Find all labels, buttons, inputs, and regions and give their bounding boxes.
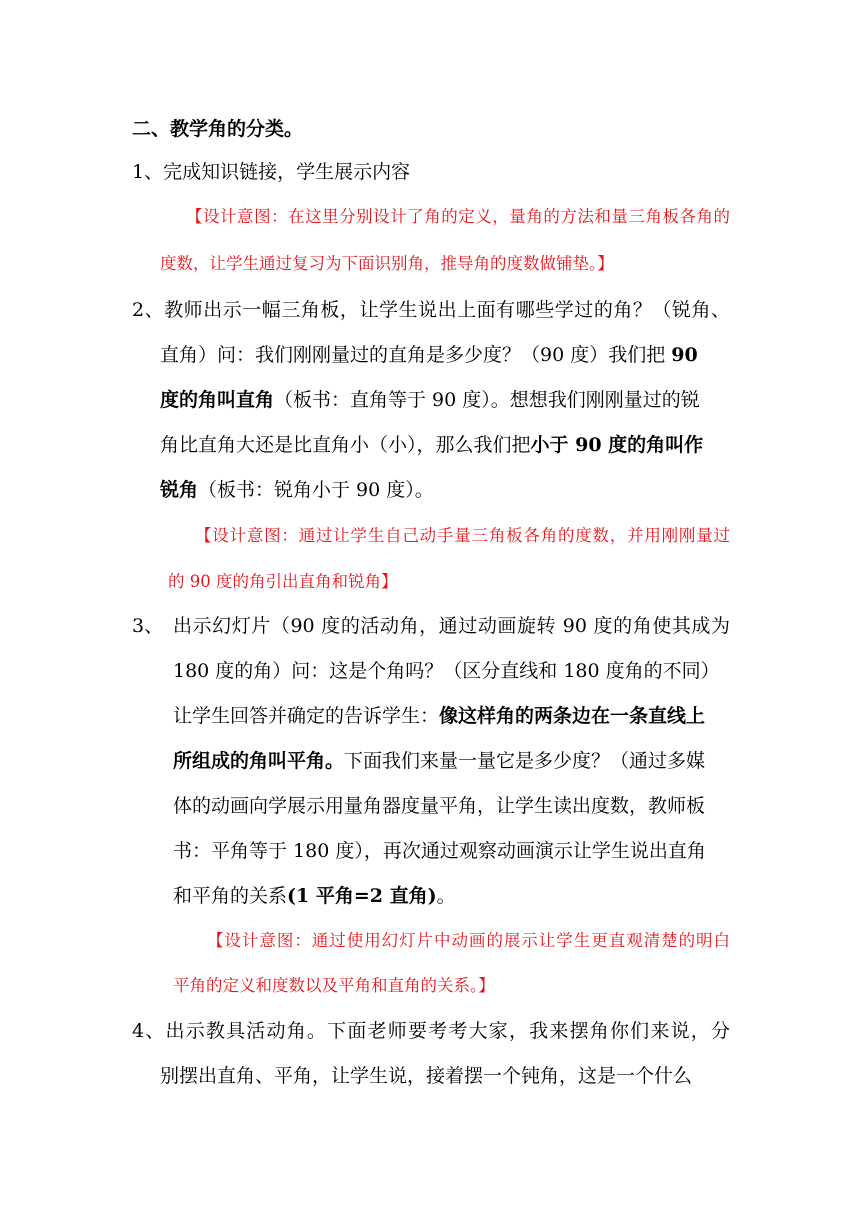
item-2-line-1: 2、教师出示一幅三角板，让学生说出上面有哪些学过的角？（锐角、 — [132, 299, 730, 321]
item-2-line-5: 锐角（板书：锐角小于 90 度）。 — [160, 479, 434, 501]
item-2-line-4: 角比直角大还是比直角小（小），那么我们把小于 90 度的角叫作 — [160, 434, 704, 456]
item-3-number: 3、 — [132, 615, 164, 637]
item-4-line-2: 别摆出直角、平角，让学生说，接着摆一个钝角，这是一个什么 — [160, 1065, 693, 1087]
item-1: 1、完成知识链接，学生展示内容 — [132, 161, 411, 183]
item-3-line-4: 所组成的角叫平角。下面我们来量一量它是多少度？（通过多媒 — [173, 750, 706, 772]
item-3-line-7: 和平角的关系(1 平角=2 直角)。 — [173, 885, 456, 907]
item-3-line-1: 出示幻灯片（90 度的活动角，通过动画旋转 90 度的角使其成为 — [173, 615, 730, 637]
design-note-3-line-2: 平角的定义和度数以及平角和直角的关系。】 — [173, 976, 495, 995]
item-2-line-3: 度的角叫直角（板书：直角等于 90 度）。想想我们刚刚量过的锐 — [160, 389, 700, 411]
item-4-line-1: 4、出示教具活动角。下面老师要考考大家，我来摆角你们来说，分 — [132, 1020, 730, 1042]
item-3-line-6: 书：平角等于 180 度），再次通过观察动画演示让学生说出直角 — [173, 840, 706, 862]
item-3-line-3: 让学生回答并确定的告诉学生：像这样角的两条边在一条直线上 — [173, 705, 706, 727]
design-note-2-line-2: 的 90 度的角引出直角和锐角】 — [168, 572, 398, 591]
item-3-line-5: 体的动画向学展示用量角器度量平角，让学生读出度数，教师板 — [173, 795, 706, 817]
item-3-line-2: 180 度的角）问：这是个角吗？（区分直线和 180 度角的不同） — [173, 660, 720, 682]
design-note-1-line-2: 度数，让学生通过复习为下面识别角，推导角的度数做铺垫。】 — [160, 254, 614, 273]
design-note-3-line-1: 【设计意图：通过使用幻灯片中动画的展示让学生更直观清楚的明白 — [207, 931, 730, 950]
design-note-2-line-1: 【设计意图：通过让学生自己动手量三角板各角的度数，并用刚刚量过 — [195, 526, 730, 545]
item-2-line-2: 直角）问：我们刚刚量过的直角是多少度？（90 度）我们把 90 — [160, 344, 698, 366]
design-note-1-line-1: 【设计意图：在这里分别设计了角的定义，量角的方法和量三角板各角的 — [186, 207, 730, 226]
section-heading: 二、教学角的分类。 — [132, 118, 304, 140]
